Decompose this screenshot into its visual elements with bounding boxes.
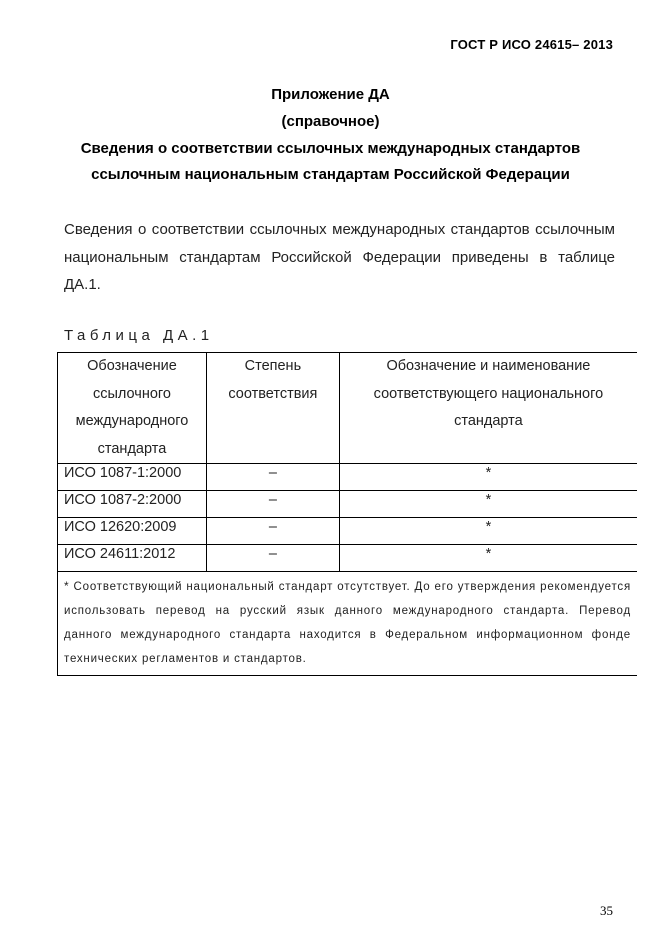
cell-degree: – [206,491,339,518]
table-row [58,491,638,518]
annex-title: Приложение ДА [271,86,390,103]
table-header-row [58,353,638,464]
document-code: ГОСТ Р ИСО 24615– 2013 [450,37,613,52]
header-national-standard: Обозначение и наименование соответствующего национального стандарта [339,353,637,464]
cell-standard: ИСО 24611:2012 [58,545,207,572]
intro-paragraph: Сведения о соответствии ссылочных международных стандартов ссылочным национальным стандартам Российской Федерации приведены в таблице ДА.1. [64,221,615,293]
footnote-marker: * [64,579,70,593]
cell-standard: ИСО 1087-1:2000 [58,464,207,491]
page-number: 35 [600,903,613,918]
table-row [58,518,638,545]
cell-national: * [339,545,637,572]
cell-degree: – [206,518,339,545]
annex-type: (справочное) [281,113,380,130]
table-label: Таблица ДА.1 [64,327,214,344]
table-row [58,464,638,491]
annex-heading-line-1: Сведения о соответствии ссылочных международных стандартов [80,140,581,157]
cell-degree: – [206,464,339,491]
header-degree-of-conformity: Степень соответствия [206,353,339,464]
table-footnote-row [58,572,638,676]
footnote-text: Соответствующий национальный стандарт отсутствует. До его утверждения рекомендуется использовать перевод на русский язык данного международного стандарта. Перевод данного международного стандарта находится в Федеральном информационном фонде технических регламентов и стандартов. [64,581,631,665]
cell-national: * [339,464,637,491]
header-international-standard: Обозначение ссылочного международного стандарта [58,353,207,464]
table-row [58,545,638,572]
cell-standard: ИСО 1087-2:2000 [58,491,207,518]
annex-heading-line-2: ссылочным национальным стандартам Российской Федерации [91,166,570,183]
table-footnote [58,572,638,676]
standards-table [57,352,637,676]
cell-standard: ИСО 12620:2009 [58,518,207,545]
cell-national: * [339,491,637,518]
cell-degree: – [206,545,339,572]
cell-national: * [339,518,637,545]
